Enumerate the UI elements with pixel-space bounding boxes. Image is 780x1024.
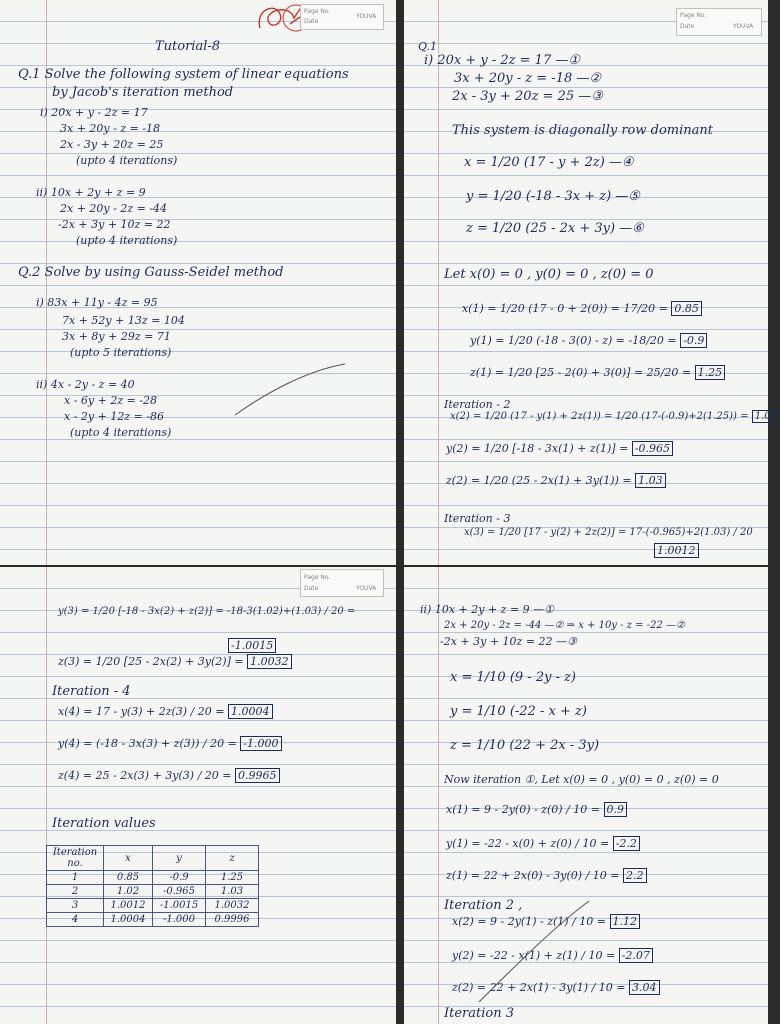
s2-iter1-y: [446, 837, 640, 851]
iter2-z-expr: z(2) = 1/20 (25 - 2x(1) + 3y(1)) =: [446, 474, 632, 487]
y-formula: y = 1/20 (-18 - 3x + z) —⑤: [466, 189, 640, 204]
s2-iter2-x-expr: x(2) = 9 - 2y(1) - z(1) / 10 =: [452, 915, 606, 928]
iteration-4-label: Iteration - 4: [52, 684, 131, 699]
s2-iter1-z: [446, 869, 647, 883]
table-row: [47, 913, 259, 927]
q2-i-eq1: i) 83x + 11y - 4z = 95: [36, 296, 158, 309]
table-cell: 1.02: [104, 885, 153, 899]
iter2-x-expr: x(2) = 1/20 (17 - y(1) + 2z(1)) = 1/20 (17-(-0.9)+2(1.25)) =: [450, 411, 749, 422]
table-header: Iteration no.: [47, 846, 104, 871]
notebook-page-bottom-left: [0, 567, 396, 1024]
q2-heading: Q.2 Solve by using Gauss-Seidel method: [18, 265, 284, 280]
s2-iter1-x: [446, 803, 627, 817]
page-number-label: Page No.: [680, 12, 707, 19]
s2-iter2-x-value: 1.12: [610, 914, 641, 929]
q1-i-note: (upto 4 iterations): [76, 154, 178, 167]
z-formula: z = 1/20 (25 - 2x + 3y) —⑥: [466, 221, 644, 236]
iter4-z: [58, 769, 280, 783]
iteration-table: [46, 845, 259, 927]
system2-eq2: 2x + 20y - 2z = -44 —② ⇒ x + 10y - z = -22 —②: [444, 620, 685, 631]
date-label: Date: [680, 23, 695, 30]
iter2-x: [450, 410, 780, 424]
page-date-stamp: [300, 4, 384, 30]
notebook-page-bottom-right: [404, 567, 768, 1024]
iter3-x-value: 1.0012: [654, 543, 699, 558]
q2-ii-eq1: ii) 4x - 2y - z = 40: [36, 378, 135, 391]
tutorial-title: Tutorial-8: [155, 39, 221, 54]
q2-ii-note: (upto 4 iterations): [70, 426, 172, 439]
iter1-z-expr: z(1) = 1/20 [25 - 2(0) + 3(0)] = 25/20 =: [470, 366, 692, 379]
table-cell: 1.0032: [206, 899, 259, 913]
table-cell: 2: [47, 885, 104, 899]
iter4-x-value: 1.0004: [228, 704, 273, 719]
iter3-x-result: [654, 544, 699, 558]
s2-iter1-z-expr: z(1) = 22 + 2x(0) - 3y(0) / 10 =: [446, 869, 620, 882]
q1-ii-eq1: ii) 10x + 2y + z = 9: [36, 186, 146, 199]
iter4-y-expr: y(4) = (-18 - 3x(3) + z(3)) / 20 =: [58, 737, 237, 750]
initial-values: Let x(0) = 0 , y(0) = 0 , z(0) = 0: [444, 267, 654, 282]
s2-iter2-y-expr: y(2) = -22 - x(1) + z(1) / 10 =: [452, 949, 616, 962]
table-cell: 0.9996: [206, 913, 259, 927]
iter4-z-expr: z(4) = 25 - 2x(3) + 3y(3) / 20 =: [58, 769, 232, 782]
iter1-x-value: 0.85: [671, 301, 702, 316]
page-margin-line: [46, 0, 47, 565]
page-margin-line: [438, 567, 439, 1024]
iter2-y: [446, 442, 673, 456]
iter1-z: [470, 366, 725, 380]
table-cell: 1.0004: [104, 913, 153, 927]
table-cell: 3: [47, 899, 104, 913]
s2-iter2-y-value: -2.07: [619, 948, 653, 963]
pen-strike-mark: [474, 897, 594, 1007]
q2-i-note: (upto 5 iterations): [70, 346, 172, 359]
system2-initial: Now iteration ①, Let x(0) = 0 , y(0) = 0 , z(0) = 0: [444, 773, 719, 786]
iter3-y-value: -1.0015: [228, 638, 276, 653]
date-label: Date: [304, 18, 319, 25]
iter3-y-result: [228, 639, 276, 653]
pen-tick-mark: [230, 360, 350, 420]
q2-ii-eq2: x - 6y + 2z = -28: [64, 394, 158, 407]
q1-ii-note: (upto 4 iterations): [76, 234, 178, 247]
table-row: [47, 871, 259, 885]
table-cell: -0.965: [153, 885, 206, 899]
iter4-y: [58, 737, 282, 751]
q1-heading: Q.1 Solve the following system of linear equations: [18, 67, 349, 82]
page-number-label: Page No.: [304, 574, 331, 581]
q1-i-eq1: i) 20x + y - 2z = 17: [40, 106, 148, 119]
table-header: x: [104, 846, 153, 871]
date-label: Date: [304, 585, 319, 592]
iter2-z-value: 1.03: [635, 473, 666, 488]
q2-i-eq2: 7x + 52y + 13z = 104: [62, 314, 185, 327]
q1-ii-eq3: -2x + 3y + 10z = 22: [58, 218, 171, 231]
iter1-y: [470, 334, 707, 348]
table-cell: -0.9: [153, 871, 206, 885]
s2-iter2-z-expr: z(2) = 22 + 2x(1) - 3y(1) / 10 =: [452, 981, 626, 994]
iter1-x: [462, 302, 702, 316]
notebook-page-top-left: [0, 0, 396, 565]
q2-i-eq3: 3x + 8y + 29z = 71: [62, 330, 171, 343]
question-label: Q.1: [418, 40, 437, 53]
system2-eq1: ii) 10x + 2y + z = 9 —①: [420, 603, 555, 616]
system2-eq3: -2x + 3y + 10z = 22 —③: [440, 635, 577, 648]
table-cell: 1.25: [206, 871, 259, 885]
table-cell: 1.03: [206, 885, 259, 899]
s2-iteration-3-label: Iteration 3: [444, 1006, 515, 1021]
page-date-stamp: [300, 569, 384, 597]
iter3-x-expr: x(3) = 1/20 [17 - y(2) + 2z(2)] = 17-(-0.965)+2(1.03) / 20: [464, 527, 753, 538]
q2-ii-eq3: x - 2y + 12z = -86: [64, 410, 165, 423]
brand-label: YOUVA: [356, 13, 377, 20]
iter3-z-value: 1.0032: [247, 654, 292, 669]
s2-iteration-2-label: Iteration 2 ,: [444, 898, 523, 913]
system-eq3: 2x - 3y + 20z = 25 —③: [452, 89, 603, 104]
iter1-y-expr: y(1) = 1/20 (-18 - 3(0) - z) = -18/20 =: [470, 334, 677, 347]
iter2-z: [446, 474, 666, 488]
iteration-3-label: Iteration - 3: [444, 512, 511, 525]
system2-y-formula: y = 1/10 (-22 - x + z): [450, 704, 587, 719]
system-eq1: i) 20x + y - 2z = 17 —①: [424, 53, 580, 68]
s2-iter1-y-expr: y(1) = -22 - x(0) + z(0) / 10 =: [446, 837, 610, 850]
iter3-y: [58, 605, 355, 619]
table-cell: 1.0012: [104, 899, 153, 913]
brand-label: YOUVA: [733, 23, 754, 30]
iter1-y-value: -0.9: [680, 333, 707, 348]
iter4-x-expr: x(4) = 17 - y(3) + 2z(3) / 20 =: [58, 705, 225, 718]
table-cell: 0.85: [104, 871, 153, 885]
table-cell: -1.000: [153, 913, 206, 927]
iter3-z: [58, 655, 292, 669]
diagonal-note: This system is diagonally row dominant: [452, 123, 713, 138]
iter2-y-expr: y(2) = 1/20 [-18 - 3x(1) + z(1)] =: [446, 442, 629, 455]
table-header: z: [206, 846, 259, 871]
table-header: y: [153, 846, 206, 871]
table-row: [47, 885, 259, 899]
iter3-z-expr: z(3) = 1/20 [25 - 2x(2) + 3y(2)] =: [58, 655, 244, 668]
iter4-z-value: 0.9965: [235, 768, 280, 783]
system2-z-formula: z = 1/10 (22 + 2x - 3y): [450, 738, 600, 753]
s2-iter2-z-value: 3.04: [629, 980, 660, 995]
q1-i-eq3: 2x - 3y + 20z = 25: [60, 138, 164, 151]
table-cell: 4: [47, 913, 104, 927]
page-margin-line: [46, 567, 47, 1024]
iter4-y-value: -1.000: [240, 736, 281, 751]
s2-iter1-x-expr: x(1) = 9 - 2y(0) - z(0) / 10 =: [446, 803, 600, 816]
x-formula: x = 1/20 (17 - y + 2z) —④: [464, 155, 634, 170]
iter3-x: [464, 526, 753, 540]
iter2-x-value: 1.02: [752, 410, 780, 423]
s2-iter1-x-value: 0.9: [604, 802, 628, 817]
q1-ii-eq2: 2x + 20y - 2z = -44: [60, 202, 168, 215]
q1-i-eq2: 3x + 20y - z = -18: [60, 122, 161, 135]
table-cell: 1: [47, 871, 104, 885]
iteration-2-label: Iteration - 2: [444, 398, 511, 411]
table-row: [47, 899, 259, 913]
table-cell: -1.0015: [153, 899, 206, 913]
page-number-label: Page No.: [304, 8, 331, 15]
table-header-row: [47, 846, 259, 871]
iter4-x: [58, 705, 273, 719]
notebook-page-top-right: [404, 0, 777, 565]
page-date-stamp: [676, 8, 762, 36]
iter2-y-value: -0.965: [632, 441, 673, 456]
system2-x-formula: x = 1/10 (9 - 2y - z): [450, 670, 577, 685]
system-eq2: 3x + 20y - z = -18 —②: [454, 71, 602, 86]
iter3-y-expr: y(3) = 1/20 [-18 - 3x(2) + z(2)] = -18-3(1.02)+(1.03) / 20 =: [58, 606, 356, 617]
brand-label: YOUVA: [356, 585, 377, 592]
s2-iter1-y-value: -2.2: [613, 836, 640, 851]
s2-iter1-z-value: 2.2: [623, 868, 647, 883]
iter1-x-expr: x(1) = 1/20 (17 - 0 + 2(0)) = 17/20 =: [462, 302, 668, 315]
iter1-z-value: 1.25: [695, 365, 726, 380]
iteration-values-heading: Iteration values: [52, 816, 156, 831]
page-margin-line: [438, 0, 439, 565]
q1-heading-line2: by Jacob's iteration method: [52, 85, 234, 100]
